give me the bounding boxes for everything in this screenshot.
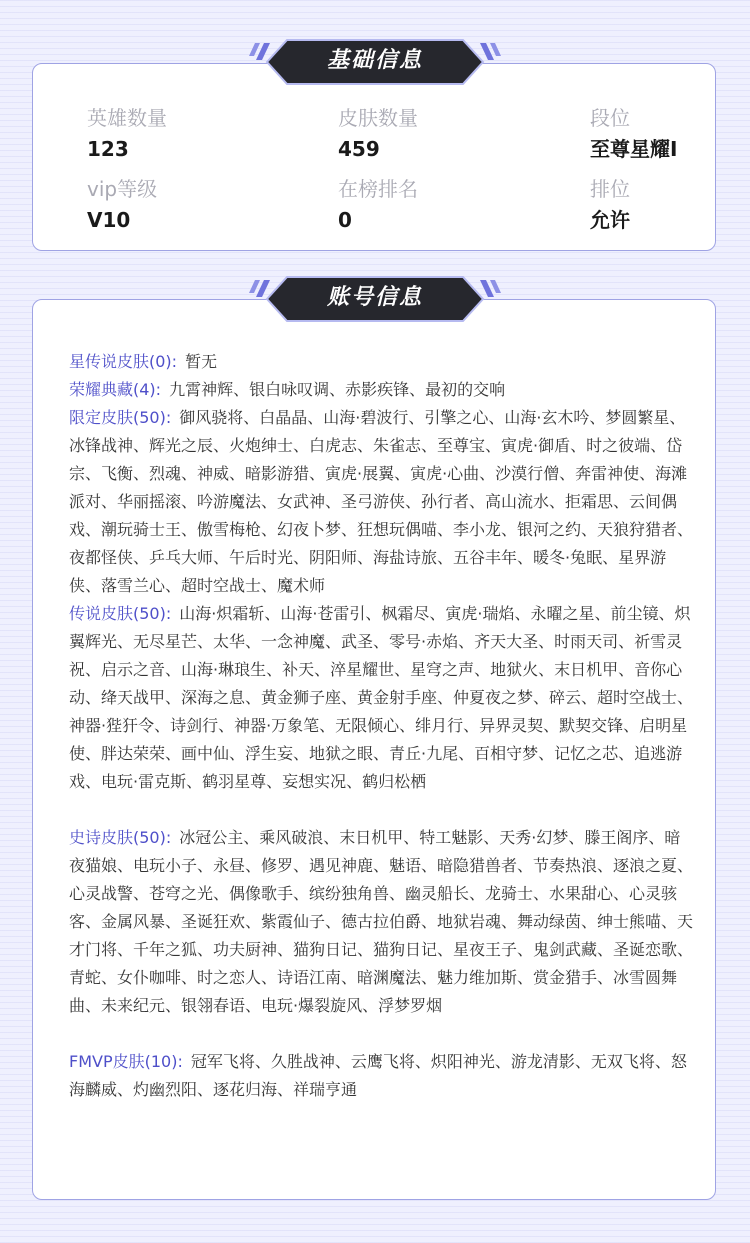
- category-items: 御风骁将、白晶晶、山海·碧波行、引擎之心、山海·玄木吟、梦圆繁星、冰锋战神、辉光之辰、火炮绅士、白虎志、朱雀志、至尊宝、寅虎·御盾、时之彼端、岱宗、飞衡、烈魂、神威、暗影游猎、寅虎·展翼、寅虎·心曲、沙漠行僧、奔雷神使、海滩派对、华丽摇滚、吟游魔法、女武神、圣弓游侠、孙行者、高山流水、拒霜思、云间偶戏、潮玩骑士王、傲雪梅枪、幻夜卜梦、狂想玩偶喵、李小龙、银河之约、天狼狩猎者、夜都怪侠、乒乓大师、午后时光、阴阳师、海盐诗旅、五谷丰年、暖冬·兔眠、星界游侠、落雪兰心、超时空战士、魔术师: [69, 408, 694, 595]
- category-items: 九霄神辉、银白咏叹调、赤影疾锋、最初的交响: [169, 380, 506, 399]
- leaderboard-rank-label: 在榜排名: [338, 177, 418, 201]
- skin-count-field: [338, 104, 538, 164]
- skin-count-label: 皮肤数量: [338, 106, 418, 130]
- category-items: 山海·炽霜斩、山海·苍雷引、枫霜尽、寅虎·瑞焰、永曜之星、前尘镜、炽翼辉光、无尽星芒、太华、一念神魔、武圣、零号·赤焰、齐天大圣、时雨天司、祈雪灵祝、启示之音、山海·琳琅生、补天、淬星耀世、星穹之声、地狱火、末日机甲、音你心动、绛天战甲、深海之息、黄金狮子座、黄金射手座、仲夏夜之梦、碎云、超时空战士、神器·狴犴令、诗剑行、神器·万象笔、无限倾心、绯月行、异界灵契、默契交锋、启明星使、胖达荣荣、画中仙、浮生妄、地狱之眼、青丘·九尾、百相守梦、记忆之芯、追逃游戏、电玩·雷克斯、鹤羽星尊、妄想实况、鹤归松栖: [69, 604, 694, 791]
- hero-count-label: 英雄数量: [87, 106, 167, 130]
- skin-list: [69, 348, 694, 1104]
- account-info-header: [245, 275, 505, 323]
- basic-info-header: [245, 38, 505, 86]
- vip-level-label: vip等级: [87, 177, 158, 201]
- account-info-card: [32, 299, 716, 1200]
- category-label: 史诗皮肤(50):: [69, 828, 172, 847]
- skin-category-star-legend: [69, 348, 694, 376]
- leaderboard-rank-field: [338, 175, 538, 235]
- category-items: 冰冠公主、乘风破浪、末日机甲、特工魅影、天秀·幻梦、滕王阁序、暗夜猫娘、电玩小子、永昼、修罗、遇见神鹿、魅语、暗隐猎兽者、节奏热浪、逐浪之夏、心灵战警、苍穹之光、偶像歌手、缤纷独角兽、幽灵船长、龙骑士、水果甜心、心灵骇客、金属风暴、圣诞狂欢、紫霞仙子、德古拉伯爵、地狱岩魂、舞动绿茵、绅士熊喵、天才门将、千年之狐、功夫厨神、猫狗日记、猫狗日记、星夜王子、鬼剑武藏、圣诞恋歌、青蛇、女仆咖啡、时之恋人、诗语江南、暗渊魔法、魅力维加斯、赏金猎手、冰雪圆舞曲、未来纪元、银翎春语、电玩·爆裂旋风、浮梦罗烟: [69, 828, 694, 1015]
- skin-category-epic: [69, 824, 694, 1020]
- basic-info-title: 基础信息: [326, 48, 423, 73]
- ranked-play-label: 排位: [590, 177, 630, 201]
- rank-tier-label: 段位: [590, 106, 630, 130]
- skin-category-limited: [69, 404, 694, 600]
- category-label: 星传说皮肤(0):: [69, 352, 178, 371]
- category-label: FMVP皮肤(10):: [69, 1052, 183, 1071]
- rank-tier-field: [590, 104, 750, 164]
- category-items: 暂无: [185, 352, 218, 371]
- vip-level-field: [87, 175, 287, 235]
- hero-count-value: 123: [87, 137, 129, 161]
- hero-count-field: [87, 104, 287, 164]
- account-info-title: 账号信息: [326, 285, 423, 310]
- skin-count-value: 459: [338, 137, 380, 161]
- category-label: 传说皮肤(50):: [69, 604, 172, 623]
- rank-tier-value: 至尊星耀I: [590, 137, 678, 161]
- ranked-play-field: [590, 175, 750, 235]
- vip-level-value: V10: [87, 208, 131, 232]
- category-label: 限定皮肤(50):: [69, 408, 172, 427]
- skin-category-fmvp: [69, 1048, 694, 1104]
- skin-category-glory-collection: [69, 376, 694, 404]
- category-label: 荣耀典藏(4):: [69, 380, 162, 399]
- category-items: 冠军飞将、久胜战神、云鹰飞将、炽阳神光、游龙清影、无双飞将、怒海麟威、灼幽烈阳、逐花归海、祥瑞亨通: [69, 1052, 687, 1099]
- skin-category-legend: [69, 600, 694, 796]
- leaderboard-rank-value: 0: [338, 208, 352, 232]
- ranked-play-value: 允许: [590, 208, 630, 232]
- basic-info-card: [32, 63, 716, 251]
